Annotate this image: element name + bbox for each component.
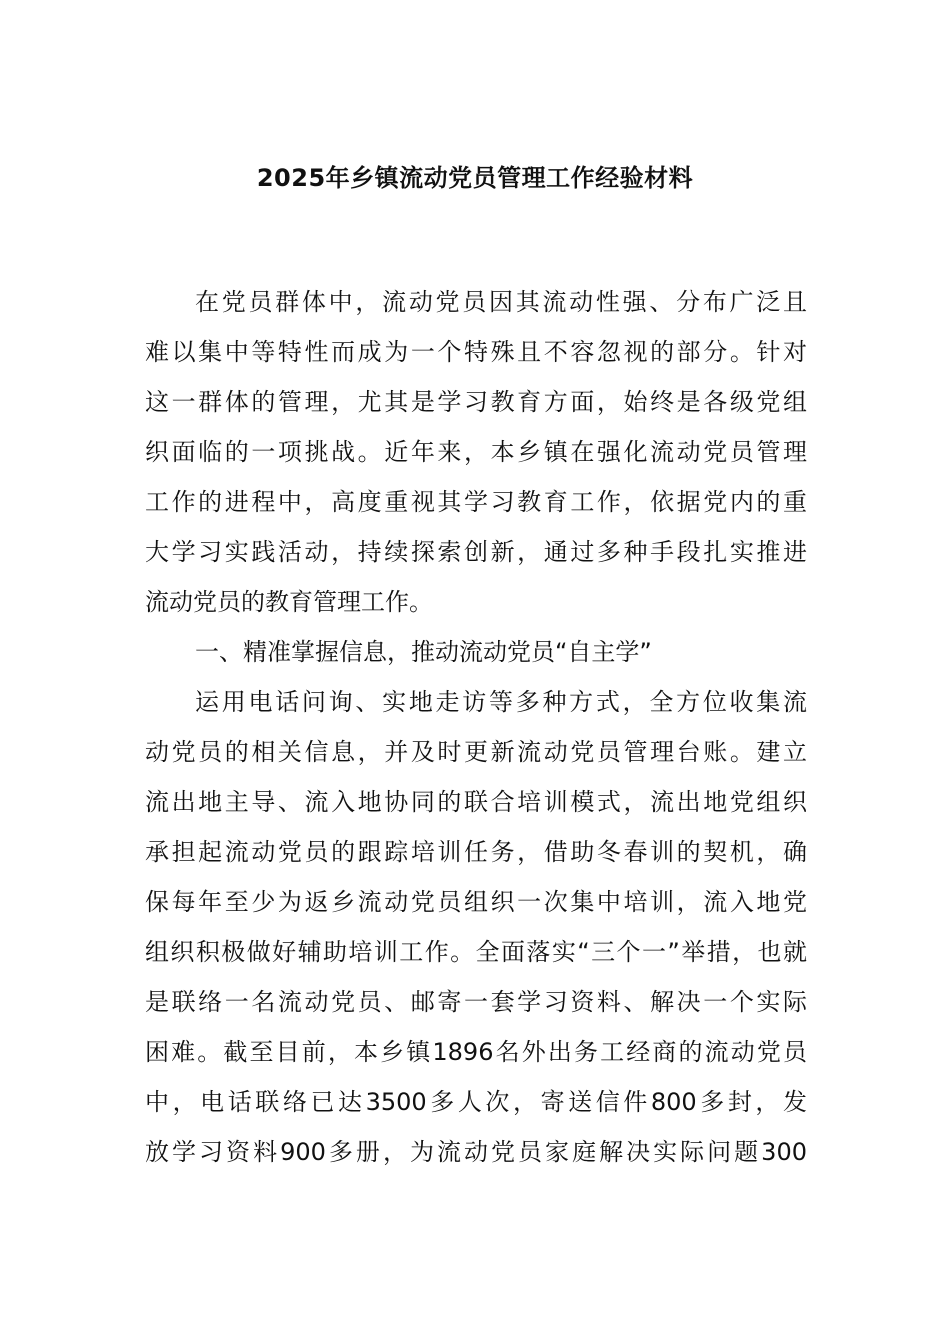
paragraph-1-line-2: 难以集中等特性而成为一个特殊且不容忽视的部分。针对 [145, 338, 807, 366]
paragraph-1-line-5: 工作的进程中，高度重视其学习教育工作，依据党内的重 [145, 488, 807, 516]
paragraph-2-line-1: 运用电话问询、实地走访等多种方式，全方位收集流 [195, 688, 807, 716]
paragraph-2-line-7: 是联络一名流动党员、邮寄一套学习资料、解决一个实际 [145, 988, 807, 1016]
paragraph-1-line-3: 这一群体的管理，尤其是学习教育方面，始终是各级党组 [145, 388, 807, 416]
paragraph-2-line-10: 放学习资料900多册，为流动党员家庭解决实际问题300 [145, 1138, 807, 1166]
document-title: 2025年乡镇流动党员管理工作经验材料 [256, 164, 694, 192]
paragraph-2-line-9: 中，电话联络已达3500多人次，寄送信件800多封，发 [145, 1088, 807, 1116]
paragraph-1-line-7: 流动党员的教育管理工作。 [145, 588, 433, 616]
paragraph-1-line-6: 大学习实践活动，持续探索创新，通过多种手段扎实推进 [145, 538, 807, 566]
section-heading-1: 一、精准掌握信息，推动流动党员“自主学” [195, 638, 652, 666]
paragraph-2-line-6: 组织积极做好辅助培训工作。全面落实“三个一”举措，也就 [145, 938, 807, 966]
paragraph-2-line-2: 动党员的相关信息，并及时更新流动党员管理台账。建立 [145, 738, 807, 766]
paragraph-1-line-4: 织面临的一项挑战。近年来，本乡镇在强化流动党员管理 [145, 438, 807, 466]
paragraph-2-line-8: 困难。截至目前，本乡镇1896名外出务工经商的流动党员 [145, 1038, 807, 1066]
document-body [145, 277, 807, 1177]
paragraph-1-line-1: 在党员群体中，流动党员因其流动性强、分布广泛且 [195, 288, 807, 316]
paragraph-2-line-3: 流出地主导、流入地协同的联合培训模式，流出地党组织 [145, 788, 807, 816]
paragraph-2-line-5: 保每年至少为返乡流动党员组织一次集中培训，流入地党 [145, 888, 807, 916]
paragraph-2-line-4: 承担起流动党员的跟踪培训任务，借助冬春训的契机，确 [145, 838, 807, 866]
